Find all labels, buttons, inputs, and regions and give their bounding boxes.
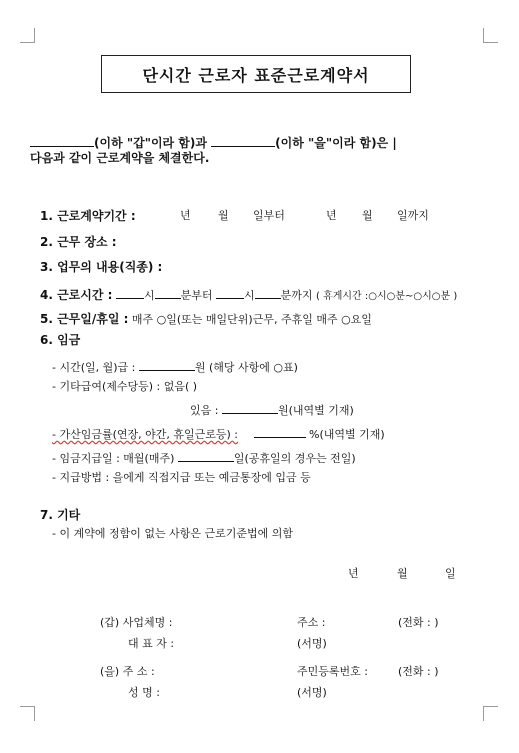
crop-mark-top-right <box>483 28 498 43</box>
hourly-wage-blank[interactable] <box>139 359 195 371</box>
break-time: ( 휴게시간 :○시○분~○시○분 ) <box>316 291 458 302</box>
payment-method: - 지급방법 : 을에게 직접지급 또는 예금통장에 입금 등 <box>52 471 311 484</box>
employer-company-label: (갑) 사업체명 : <box>100 616 173 629</box>
end-minute-unit: 분까지 <box>280 289 313 302</box>
employee-signature: (서명) <box>297 686 327 699</box>
workday-label: 5. 근무일/휴일 : <box>40 312 129 326</box>
employee-id-label: 주민등록번호 : <box>297 665 368 678</box>
payday-label: - 임금지급일 : 매월(매주) <box>52 452 175 465</box>
intro-employer-text: (이하 "갑"이라 함)과 <box>94 136 207 150</box>
document-title: 단시간 근로자 표준근로계약서 <box>101 55 411 93</box>
hourly-wage-row <box>52 359 298 375</box>
extra-rate-label: - 가산임금률(연장, 야간, 휴일근로등) : <box>52 428 239 441</box>
other-pay-yes-row <box>190 402 354 418</box>
employer-signature: (서명) <box>297 637 327 650</box>
crop-mark-top-left <box>20 28 35 43</box>
employer-address-label: 주소 : <box>297 616 326 629</box>
place-label: 2. 근무 장소 : <box>40 235 117 249</box>
representative-label: 대 표 자 : <box>128 637 175 650</box>
workday-row <box>40 312 372 327</box>
date-month: 월 <box>397 567 408 580</box>
period-end-day: 일까지 <box>397 209 429 222</box>
wage-label: 6. 임금 <box>40 333 81 347</box>
period-start-year: 년 <box>180 209 191 222</box>
intro-line-1 <box>30 135 397 150</box>
employee-address-label: (을) 주 소 : <box>100 665 155 678</box>
employee-phone: (전화 : ) <box>398 665 439 678</box>
hours-row <box>40 287 457 304</box>
workday-text: 매주 ○일(또는 매일단위)근무, 주휴일 매주 ○요일 <box>131 313 372 326</box>
employer-phone: (전화 : ) <box>398 616 439 629</box>
extra-rate-blank[interactable] <box>254 426 306 438</box>
other-pay-yes-label: 있음 : <box>190 404 219 417</box>
extra-rate-suffix: %(내역별 기재) <box>309 428 385 441</box>
period-end-month: 월 <box>362 209 373 222</box>
intro-employee-text: (이하 "을"이라 함)은 | <box>275 136 397 150</box>
period-start-day: 일부터 <box>253 209 285 222</box>
end-hour-blank[interactable] <box>216 287 244 299</box>
intro-line-2: 다음과 같이 근로계약을 체결한다. <box>30 151 210 165</box>
date-year: 년 <box>348 567 359 580</box>
hourly-wage-suffix: 원 (해당 사항에 ○표) <box>194 361 298 374</box>
extra-rate-row <box>52 426 385 442</box>
payday-row <box>52 450 356 466</box>
etc-text: - 이 계약에 정함이 없는 사항은 근로기준법에 의함 <box>52 527 293 540</box>
crop-mark-bottom-right <box>483 706 498 721</box>
start-hour-blank[interactable] <box>116 287 144 299</box>
end-minute-blank[interactable] <box>255 287 281 299</box>
date-day: 일 <box>445 567 456 580</box>
start-minute-blank[interactable] <box>155 287 181 299</box>
period-start-month: 월 <box>218 209 229 222</box>
duties-label: 3. 업무의 내용(직종) : <box>40 260 163 274</box>
crop-mark-bottom-left <box>20 706 35 721</box>
start-minute-unit: 분부터 <box>180 289 213 302</box>
other-pay-blank[interactable] <box>222 402 278 414</box>
employer-blank[interactable] <box>30 135 94 147</box>
period-end-year: 년 <box>326 209 337 222</box>
etc-label: 7. 기타 <box>40 508 81 522</box>
period-label: 1. 근로계약기간 : <box>40 209 136 223</box>
employee-name-label: 성 명 : <box>128 686 160 699</box>
hourly-wage-label: - 시간(일, 월)급 : <box>52 361 136 374</box>
other-pay-label: - 기타급여(제수당등) : 없음( ) <box>52 380 198 393</box>
start-hour-unit: 시 <box>143 289 155 302</box>
end-hour-unit: 시 <box>243 289 255 302</box>
hours-label: 4. 근로시간 : <box>40 288 113 302</box>
payday-blank[interactable] <box>178 450 234 462</box>
payday-suffix: 일(공휴일의 경우는 전일) <box>233 452 356 465</box>
other-pay-yes-suffix: 원(내역별 기재) <box>277 404 354 417</box>
employee-blank[interactable] <box>211 135 275 147</box>
